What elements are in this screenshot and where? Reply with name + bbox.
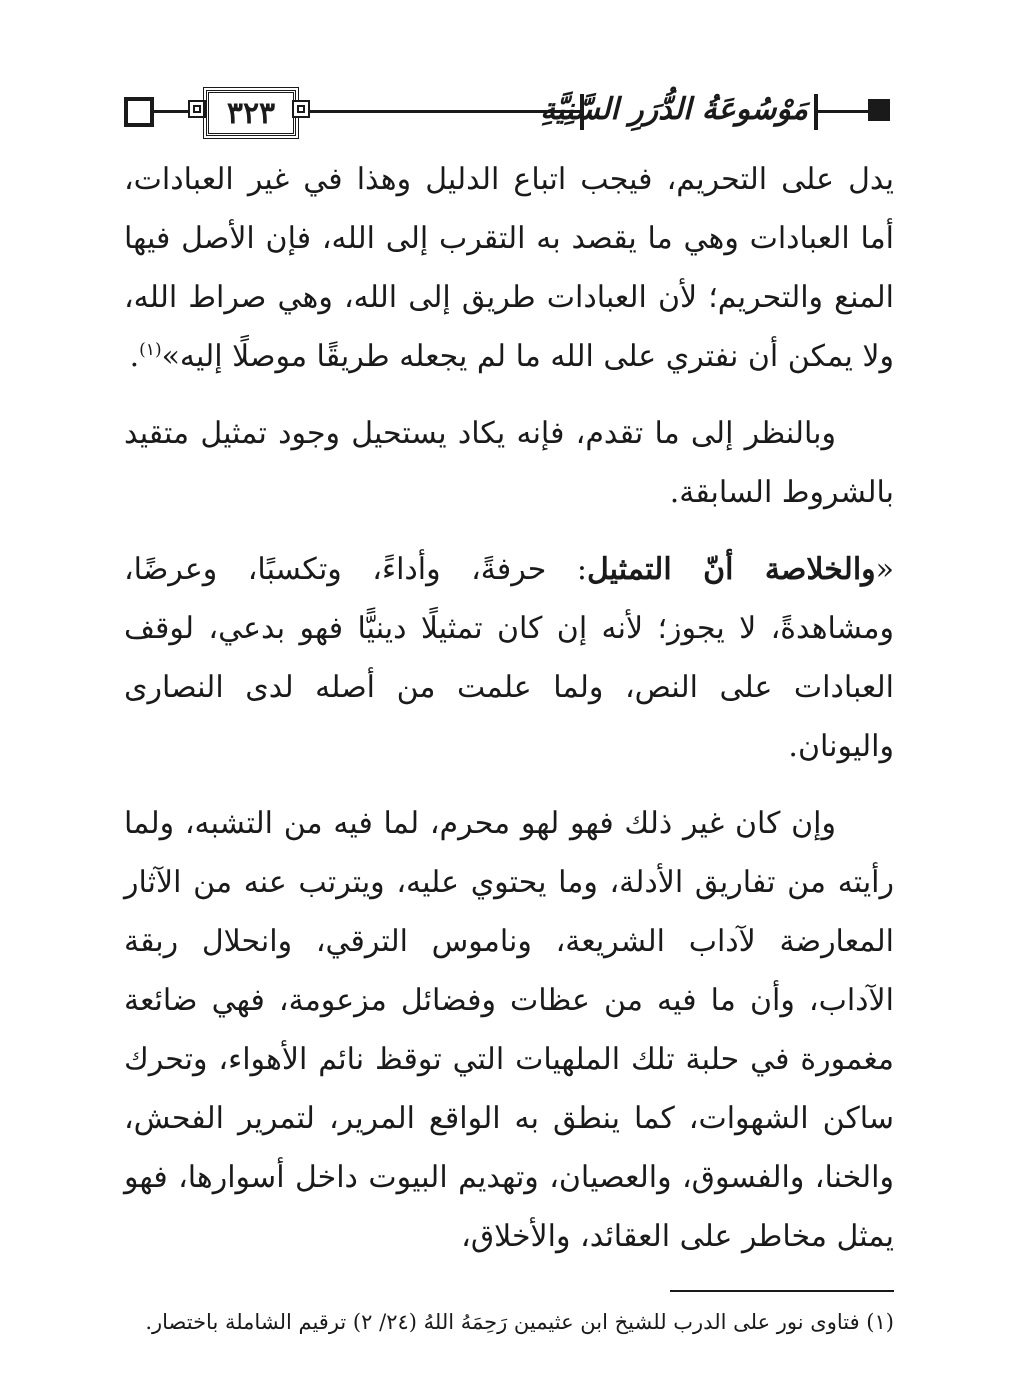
text-line: المنع والتحريم؛ لأن العبادات طريق إلى الله، وهي صراط الله، xyxy=(124,280,894,315)
text-line: بالشروط السابقة. xyxy=(669,475,894,510)
paragraph-1 xyxy=(124,150,894,386)
text-line: ومشاهدةً، لا يجوز؛ لأنه إن كان تمثيلًا دينيًّا فهو بدعي، لوقف xyxy=(124,611,894,646)
paragraph-2 xyxy=(124,404,894,522)
text-line: الأهواء، وتحرك ساكن الشهوات، كما ينطق به الواقع المرير، xyxy=(124,1042,894,1136)
paragraph-4 xyxy=(124,794,894,1266)
hollow-square-ornament xyxy=(124,97,154,127)
text-line: . xyxy=(129,339,140,374)
header-rule-right xyxy=(818,110,868,113)
main-text xyxy=(124,150,894,1266)
text-line: : حرفةً، وأداءً، وتكسبًا، وعرضًا، xyxy=(124,552,587,587)
text-line: داخل أسوارها، فهو يمثل مخاطر على العقائد، والأخلاق، xyxy=(124,1160,894,1254)
footnote-ref[interactable]: (١) xyxy=(139,340,162,360)
text-line: ولما رأيته من تفاريق الأدلة، وما يحتوي عليه، ويترتب xyxy=(124,806,894,900)
quote-open: « xyxy=(875,552,894,587)
text-line: وانحلال ربقة الآداب، وأن ما فيه من عظات وفضائل مزعومة، xyxy=(124,924,894,1018)
footnote: (١) فتاوى نور على الدرب للشيخ ابن عثيمين رَحِمَهُ اللهُ (٢٤/ ٢) ترقيم الشاملة باختصار. xyxy=(145,1310,894,1334)
text-line: العبادات على النص، ولما علمت من أصله لدى النصارى xyxy=(124,670,894,705)
text-line: ولا يمكن أن نفتري على الله ما لم يجعله طريقًا موصلًا إليه» xyxy=(161,339,894,374)
knot-ornament-right xyxy=(292,100,310,118)
text-line: وبالنظر إلى ما تقدم، فإنه يكاد يستحيل وجود تمثيل متقيد xyxy=(124,416,836,451)
paragraph-3 xyxy=(124,540,894,776)
page-header xyxy=(124,88,894,138)
knot-ornament-left xyxy=(188,100,206,118)
solid-square-ornament xyxy=(868,99,890,121)
text-line: وإن كان غير ذلك فهو لهو محرم، لما فيه من التشبه، xyxy=(184,806,836,841)
text-line: فهي ضائعة مغمورة في حلبة تلك الملهيات التي توقظ نائم xyxy=(124,983,894,1077)
text-line: لتمرير الفحش، والخنا، والفسوق، والعصيان، وتهديم البيوت xyxy=(124,1101,894,1195)
site-title: مَوْسُوعَةُ الدُّرَرِ السَّنِيَّةِ xyxy=(586,88,808,134)
text-line: عنه من الآثار المعارضة لآداب الشريعة، وناموس الترقي، xyxy=(124,865,894,959)
text-line: أما العبادات وهي ما يقصد به التقرب إلى الله، فإن الأصل فيها xyxy=(124,221,894,256)
summary-heading: والخلاصة أنّ التمثيل xyxy=(586,552,876,587)
page-number: ٣٢٣ xyxy=(206,90,296,136)
text-line: واليونان. xyxy=(788,729,894,764)
text-line: يدل على التحريم، فيجب اتباع الدليل وهذا في غير العبادات، xyxy=(124,162,894,197)
footnote-separator xyxy=(670,1290,894,1292)
